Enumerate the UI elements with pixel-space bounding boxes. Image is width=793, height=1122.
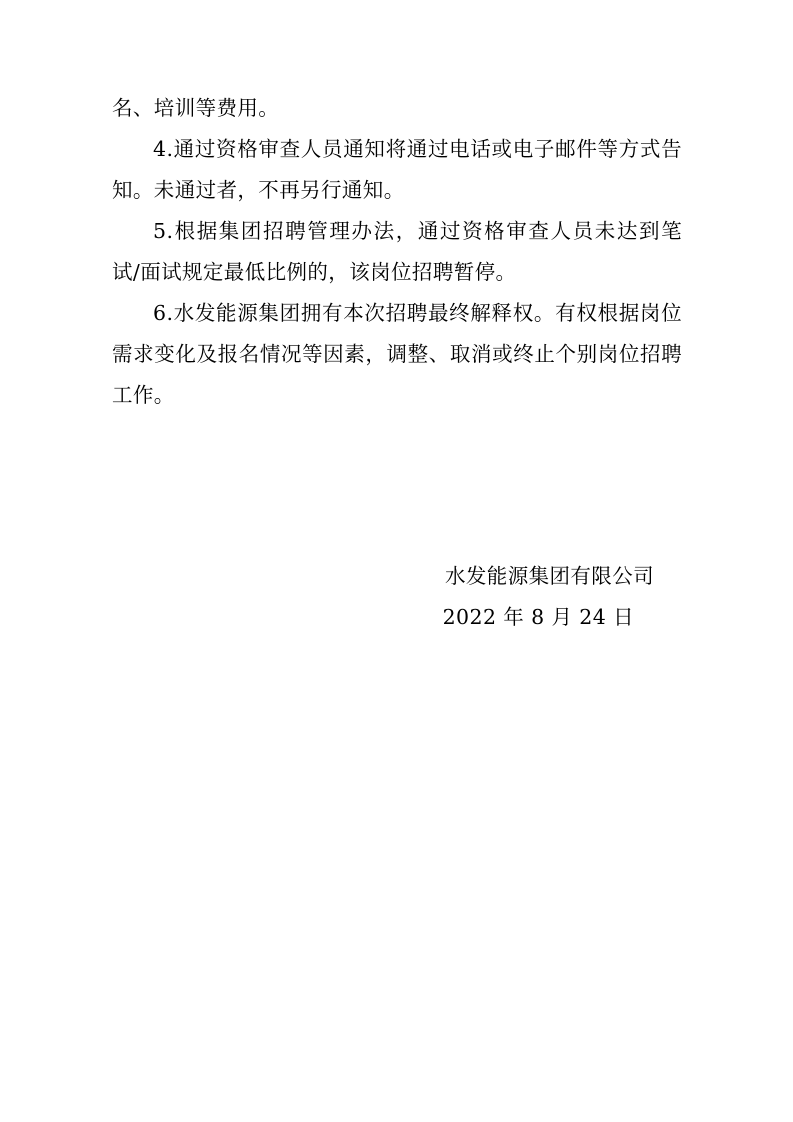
signature-organization: 水发能源集团有限公司 bbox=[445, 564, 654, 588]
paragraph-item-4: 4.通过资格审查人员通知将通过电话或电子邮件等方式告知。未通过者，不再另行通知。 bbox=[112, 137, 682, 202]
paragraph-item-5: 5.根据集团招聘管理办法，通过资格审查人员未达到笔试/面试规定最低比例的，该岗位招聘暂停。 bbox=[112, 219, 682, 284]
paragraph-item-6: 6.水发能源集团拥有本次招聘最终解释权。有权根据岗位需求变化及报名情况等因素，调整、取消或终止个别岗位招聘工作。 bbox=[112, 301, 682, 407]
paragraph-continued: 名、培训等费用。 bbox=[112, 96, 280, 120]
signature-block bbox=[112, 556, 682, 638]
signature-date: 2022 年 8 月 24 日 bbox=[442, 605, 634, 629]
document-body bbox=[112, 88, 682, 416]
